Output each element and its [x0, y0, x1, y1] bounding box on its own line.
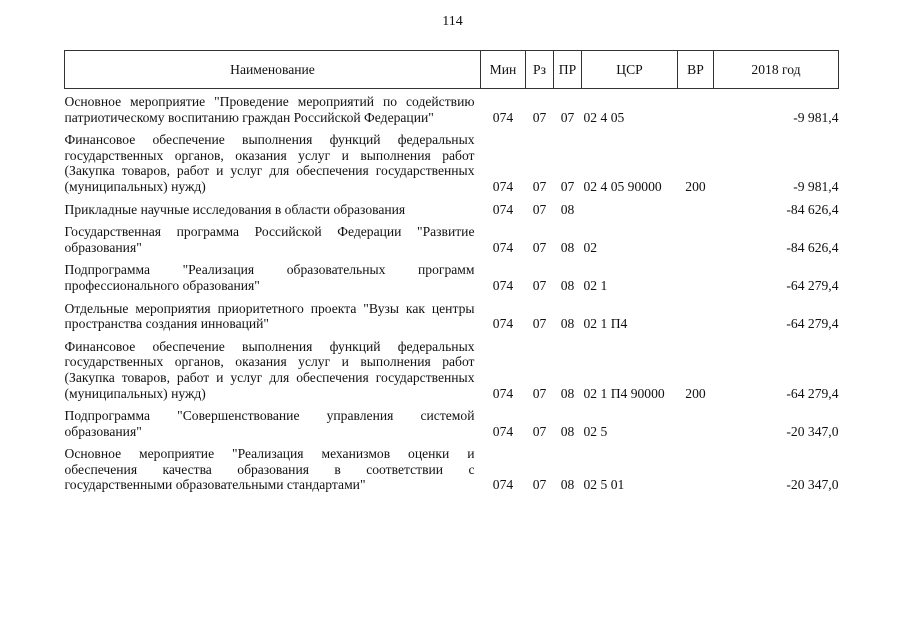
row-amount: -84 626,4	[786, 201, 839, 217]
table-row	[65, 401, 839, 439]
row-name: Подпрограмма "Реализация образовательных программ профессионального образования"	[64, 262, 475, 293]
row-csr: 02 4 05	[583, 109, 625, 125]
row-name: Финансовое обеспечение выполнения функций федеральных государственных органов, оказания услуг и выполнения работ (Закупка товаров, работ и услуг для обеспечения государственных (муниципальных) нужд)	[64, 132, 475, 194]
row-csr: 02	[583, 239, 598, 255]
row-rz: 07	[532, 385, 547, 401]
row-name: Основное мероприятие "Проведение мероприятий по содействию патриотическому воспитанию граждан Российской Федерации"	[64, 94, 475, 125]
row-rz: 07	[532, 277, 547, 293]
row-pr: 08	[560, 316, 575, 332]
row-pr: 07	[560, 109, 575, 125]
row-amount: -64 279,4	[786, 385, 839, 401]
row-amount: -20 347,0	[786, 423, 839, 439]
row-vr	[678, 195, 714, 218]
row-pr: 08	[560, 239, 575, 255]
row-min: 074	[492, 477, 514, 493]
row-pr: 08	[560, 423, 575, 439]
row-name: Отдельные мероприятия приоритетного проекта "Вузы как центры пространства создания инноваций"	[64, 300, 475, 332]
row-pr: 07	[560, 178, 575, 194]
row-amount: -64 279,4	[786, 316, 839, 332]
table-row	[65, 125, 839, 194]
table-row	[65, 332, 839, 401]
header-year: 2018 год	[714, 51, 839, 89]
row-rz: 07	[532, 109, 547, 125]
header-pr: ПР	[554, 51, 582, 89]
row-pr: 08	[560, 201, 575, 217]
table-row	[65, 89, 839, 126]
row-rz: 07	[532, 239, 547, 255]
header-name: Наименование	[65, 51, 481, 89]
header-min: Мин	[481, 51, 526, 89]
row-vr	[678, 217, 714, 255]
row-pr: 08	[560, 277, 575, 293]
row-csr: 02 1	[583, 277, 608, 293]
row-amount: -9 981,4	[793, 109, 839, 125]
row-min: 074	[492, 423, 514, 439]
page-number: 114	[442, 14, 463, 29]
table-body	[65, 89, 839, 494]
row-min: 074	[492, 201, 514, 217]
row-csr: 02 5	[583, 423, 608, 439]
budget-table	[64, 50, 839, 493]
row-rz: 07	[532, 423, 547, 439]
row-min: 074	[492, 277, 514, 293]
row-vr	[678, 439, 714, 493]
row-rz: 07	[532, 316, 547, 332]
row-rz: 07	[532, 178, 547, 194]
row-vr: 200	[685, 178, 706, 194]
row-csr: 02 1 П4	[583, 316, 628, 332]
table-row	[65, 217, 839, 255]
table-row	[65, 195, 839, 218]
row-vr: 200	[685, 385, 706, 401]
row-name: Основное мероприятие "Реализация механизмов оценки и обеспечения качества образования в соответствии с государственными образовательными стандартами"	[64, 446, 475, 493]
row-csr: 02 4 05 90000	[583, 178, 662, 194]
row-min: 074	[492, 385, 514, 401]
table-row	[65, 255, 839, 293]
row-vr	[678, 89, 714, 126]
row-name: Государственная программа Российской Федерации "Развитие образования"	[64, 224, 475, 255]
row-amount: -84 626,4	[786, 239, 839, 255]
table-row	[65, 294, 839, 332]
row-min: 074	[492, 316, 514, 332]
header-csr: ЦСР	[582, 51, 678, 89]
row-min: 074	[492, 109, 514, 125]
row-rz: 07	[532, 477, 547, 493]
row-pr: 08	[560, 385, 575, 401]
row-min: 074	[492, 239, 514, 255]
row-vr	[678, 401, 714, 439]
row-name: Подпрограмма "Совершенствование управления системой образования"	[64, 408, 475, 439]
header-rz: Рз	[526, 51, 554, 89]
row-min: 074	[492, 178, 514, 194]
table-row	[65, 439, 839, 493]
row-amount: -9 981,4	[793, 178, 839, 194]
row-rz: 07	[532, 201, 547, 217]
row-vr	[678, 294, 714, 332]
row-amount: -64 279,4	[786, 277, 839, 293]
row-pr: 08	[560, 477, 575, 493]
row-csr: 02 5 01	[583, 477, 625, 493]
row-name: Финансовое обеспечение выполнения функций федеральных государственных органов, оказания услуг и выполнения работ (Закупка товаров, работ и услуг для обеспечения государственных (муниципальных) нужд)	[64, 338, 475, 401]
table-header	[65, 51, 839, 89]
row-amount: -20 347,0	[786, 477, 839, 493]
header-vr: ВР	[678, 51, 714, 89]
row-vr	[678, 255, 714, 293]
row-csr: 02 1 П4 90000	[583, 385, 665, 401]
row-name: Прикладные научные исследования в области образования	[64, 201, 406, 217]
row-csr	[582, 195, 678, 218]
